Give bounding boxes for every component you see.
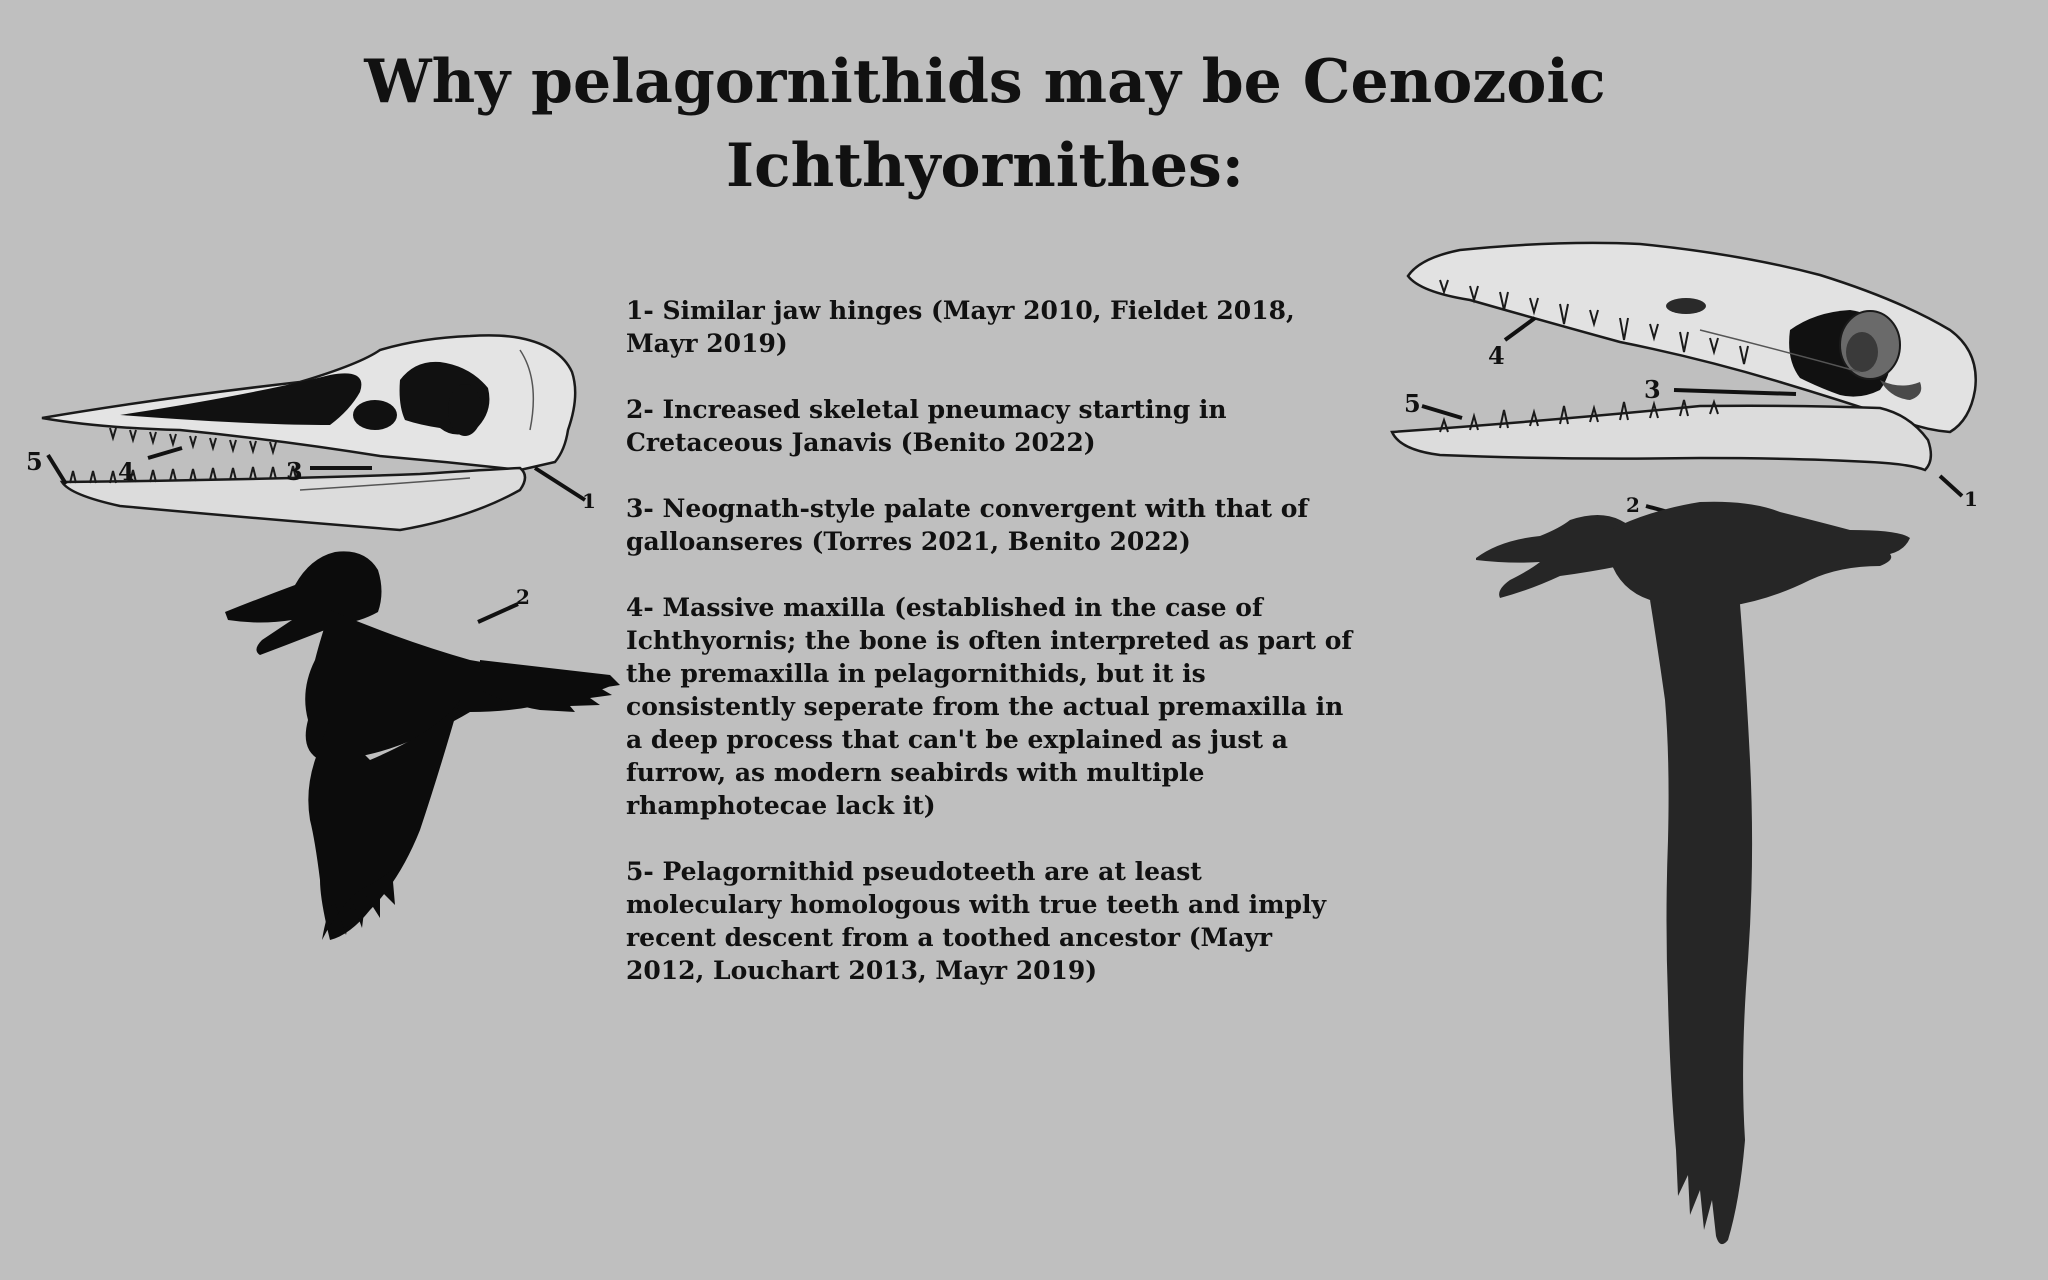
pelagornithid-silhouette [1476, 502, 1910, 1244]
point-2-text: 2- Increased skeletal pneumacy starting in Cretaceous Janavis (Benito 2022) [626, 395, 1227, 457]
ichthyornis-skull [42, 335, 575, 530]
point-1-text: 1- Similar jaw hinges (Mayr 2010, Fieldet 2018, Mayr 2019) [626, 296, 1295, 358]
left-label-5: 5 [26, 447, 43, 476]
page-title: Why pelagornithids may be Cenozoic Ichthyornithes: [364, 47, 1606, 201]
right-label-3: 3 [1644, 375, 1661, 404]
point-4-text: 4- Massive maxilla (established in the case of Ichthyornis; the bone is often interpreted as part of the premaxilla in pelagornithids, but it is consistently seperate from the actual premaxilla in a deep process that can't be explained as just a furrow, as modern seabirds with multiple rhamphotecae lack it) [626, 593, 1353, 820]
right-label-2: 2 [1626, 493, 1640, 517]
right-label-4: 4 [1488, 341, 1505, 370]
right-label-1: 1 [1964, 487, 1978, 511]
left-label-2: 2 [516, 585, 530, 609]
left-label-1: 1 [582, 489, 596, 513]
right-label-5: 5 [1404, 389, 1421, 418]
point-5-text: 5- Pelagornithid pseudoteeth are at least moleculary homologous with true teeth and imply recent descent from a toothed ancestor (Mayr 2012, Louchart 2013, Mayr 2019) [626, 857, 1327, 985]
pelagornithid-skull [1392, 243, 1976, 470]
left-label-3: 3 [286, 457, 303, 486]
point-3-text: 3- Neognath-style palate convergent with that of galloanseres (Torres 2021, Benito 2022) [626, 494, 1309, 556]
left-label-4: 4 [118, 457, 135, 486]
ichthyornis-silhouette [225, 551, 620, 940]
